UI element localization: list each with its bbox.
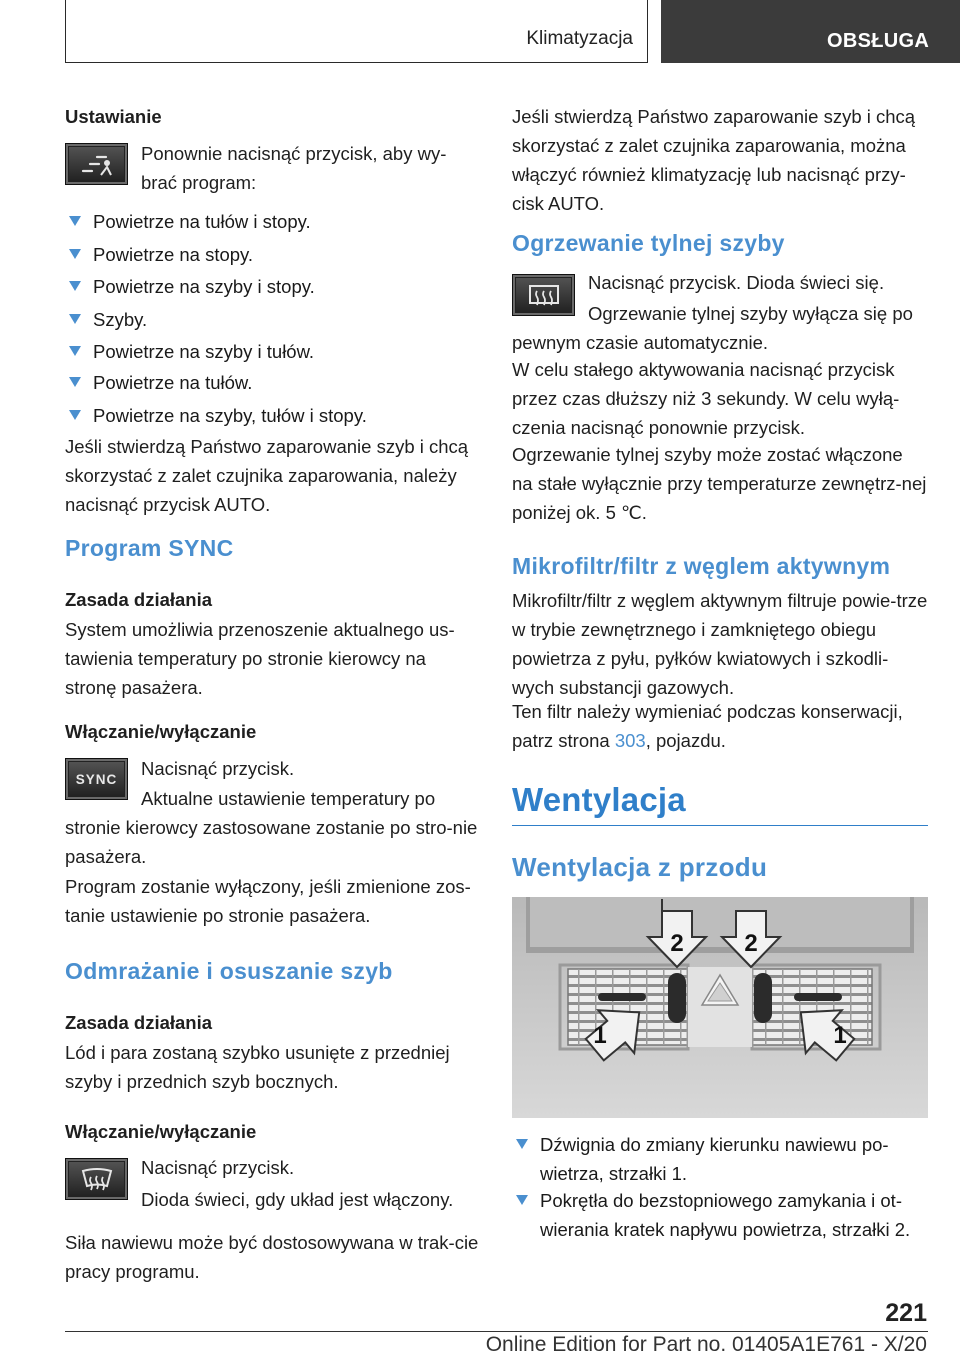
list-item: Powietrze na stopy. [65,240,480,269]
bullet-triangle-icon [69,377,81,387]
title-rule [512,825,928,826]
windshield-defrost-button-icon [65,1158,128,1200]
sync-off-note: Program zostanie wyłączony, jeśli zmienione zos-tanie ustawienie po stronie pasażera. [65,876,471,926]
page-link[interactable]: 303 [614,730,646,751]
list-item: Powietrze na tułów i stopy. [65,207,480,236]
list-item: Pokrętła do bezstopniowego zamykania i ot-wierania kratek napływu powietrza, strzałki 2. [512,1186,928,1244]
section-title: Klimatyzacja [526,28,633,49]
sync-press: Nacisnąć przycisk. [141,758,295,779]
rear-auto-off: Ogrzewanie tylnej szyby wyłącza się po pewnym czasie automatycznie. [512,303,913,353]
air-distribution-button-icon [65,143,128,185]
auto-note: Jeśli stwierdzą Państwo zaparowanie szyb i chcą skorzystać z zalet czujnika zaparowania, należy nacisnąć przycisk AUTO. [65,436,469,515]
list-item: Powietrze na szyby i stopy. [65,272,480,301]
callout-1-left: 1 [593,1022,607,1049]
rear-temp: Ogrzewanie tylnej szyby może zostać włączone na stałe wyłącznie przy temperaturze zewnętrz-nej poniżej ok. 5 ℃. [512,444,927,523]
list-item: Powietrze na szyby i tułów. [65,337,480,366]
front-vents-photo [512,897,928,1118]
left-column [65,0,480,1300]
list-item: Powietrze na tułów. [65,368,480,397]
callout-1-right: 1 [833,1022,847,1049]
filter-title: Mikrofiltr/filtr z węglem aktywnym [512,553,891,579]
chapter-tab: OBSŁUGA [661,0,960,63]
bullet-triangle-icon [69,314,81,324]
filter-replace: Ten filtr należy wymieniać podczas konserwacji, patrz strona 303, pojazdu. [512,701,903,751]
vent-title: Wentylacja [512,781,686,818]
sync-principle-heading: Zasada działania [65,589,213,610]
bullet-triangle-icon [516,1139,528,1149]
list-item: Dźwignia do zmiany kierunku nawiewu po-wietrza, strzałki 1. [512,1130,928,1188]
defrost-principle-text: Lód i para zostaną szybko usunięte z przedniej szyby i przednich szyb bocznych. [65,1042,450,1092]
sync-principle-text: System umożliwia przenoszenie aktualnego us-tawienia temperatury po stronie kierowcy na stronę pasażera. [65,619,455,698]
bullet-triangle-icon [69,346,81,356]
callout-2-right: 2 [744,930,758,957]
bullet-triangle-icon [69,410,81,420]
defrost-press: Nacisnąć przycisk. [141,1157,295,1178]
list-item: Szyby. [65,305,480,334]
defrost-led: Dioda świeci, gdy układ jest włączony. [141,1189,454,1210]
footer-rule [65,1331,928,1332]
defrost-onoff-heading: Włączanie/wyłączanie [65,1121,257,1142]
fog-note: Jeśli stwierdzą Państwo zaparowanie szyb i chcą skorzystać z zalet czujnika zaparowania, można włączyć również klimatyzację lub nacisnąć przy-cisk AUTO. [512,106,916,214]
rear-permanent: W celu stałego aktywowania nacisnąć przycisk przez czas dłuższy niż 3 sekundy. W celu wyłą-czenia nacisnąć ponownie przycisk. [512,359,900,438]
rear-press: Nacisnąć przycisk. Dioda świeci się. [588,272,885,293]
ustawianie-heading: Ustawianie [65,106,162,127]
callout-2-left: 2 [670,930,684,957]
edition-note: Online Edition for Part no. 01405A1E761 - X/20 [485,1333,927,1356]
defrost-airflow: Siła nawiewu może być dostosowywana w trak-cie pracy programu. [65,1232,479,1282]
defrost-title: Odmrażanie i osuszanie szyb [65,958,393,984]
sync-button-label: SYNC [75,771,118,787]
right-column [512,0,928,1300]
sync-title: Program SYNC [65,535,234,561]
sync-onoff-heading: Włączanie/wyłączanie [65,721,257,742]
vent-front-title: Wentylacja z przodu [512,852,768,882]
rear-window-title: Ogrzewanie tylnej szyby [512,230,785,256]
filter-text: Mikrofiltr/filtr z węglem aktywnym filtruje powie-trze w trybie zewnętrznego i zamkniętego obiegu powietrza z pyłu, pyłków kwiatowych i szkodli-wych substancji gazowych. [512,590,928,698]
bullet-triangle-icon [69,216,81,226]
sync-effect: Aktualne ustawienie temperatury po stronie kierowcy zastosowane zostanie po stro-nie pasażera. [65,788,478,867]
ustawianie-text: Ponownie nacisnąć przycisk, aby wy-brać program: [141,143,447,193]
bullet-triangle-icon [69,281,81,291]
bullet-triangle-icon [516,1195,528,1205]
defrost-principle-heading: Zasada działania [65,1012,213,1033]
list-item: Powietrze na szyby, tułów i stopy. [65,401,480,430]
bullet-triangle-icon [69,249,81,259]
page-number: 221 [885,1299,927,1327]
